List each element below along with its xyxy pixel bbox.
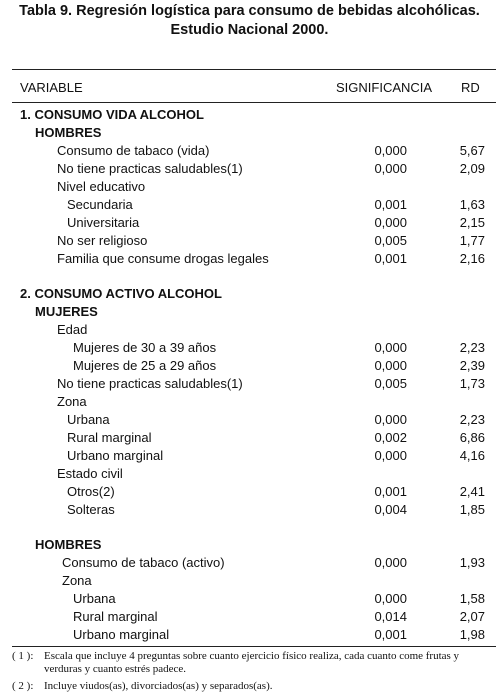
rd-value: 1,93 <box>459 555 485 570</box>
significancia-value: 0,000 <box>374 555 407 570</box>
column-header-variable: VARIABLE <box>20 80 83 95</box>
variable-label: No tiene practicas saludables(1) <box>57 161 243 176</box>
variable-label: Rural marginal <box>67 430 152 445</box>
column-header-rd: RD <box>461 80 480 95</box>
significancia-value: 0,000 <box>374 591 407 606</box>
variable-label: Otros(2) <box>67 484 115 499</box>
rd-value: 1,98 <box>459 627 485 642</box>
subgroup-label: Zona <box>57 394 87 409</box>
variable-label: Urbana <box>73 591 116 606</box>
rd-value: 2,09 <box>459 161 485 176</box>
footnote-1 <box>12 650 496 676</box>
significancia-value: 0,000 <box>374 143 407 158</box>
rd-value: 1,73 <box>459 376 485 391</box>
variable-label: No tiene practicas saludables(1) <box>57 376 243 391</box>
rd-value: 2,16 <box>459 251 485 266</box>
subgroup-label: Edad <box>57 322 88 337</box>
rd-value: 1,77 <box>459 233 485 248</box>
header-top-rule <box>12 69 496 70</box>
variable-label: Urbana <box>67 412 110 427</box>
column-header-significancia: SIGNIFICANCIA <box>336 80 433 95</box>
header-bottom-rule <box>12 102 496 103</box>
rd-value: 1,63 <box>459 197 485 212</box>
rd-value: 2,15 <box>459 215 485 230</box>
significancia-value: 0,000 <box>374 448 407 463</box>
variable-label: Urbano marginal <box>73 627 170 642</box>
table-bottom-rule <box>12 646 496 647</box>
significancia-value: 0,001 <box>374 627 407 642</box>
footnote-text: Escala que incluye 4 preguntas sobre cuanto ejercicio físico realiza, cada cuanto come frutas y verduras y cuanto estrés padece. <box>44 650 460 675</box>
variable-label: Consumo de tabaco (vida) <box>57 143 210 158</box>
group-heading: MUJERES <box>35 304 98 319</box>
significancia-value: 0,000 <box>374 340 407 355</box>
rd-value: 2,41 <box>459 484 485 499</box>
rd-value: 2,39 <box>459 358 485 373</box>
section-heading: 1. CONSUMO VIDA ALCOHOL <box>20 107 204 122</box>
variable-label: Familia que consume drogas legales <box>57 251 269 266</box>
significancia-value: 0,005 <box>374 233 407 248</box>
significancia-value: 0,001 <box>374 251 407 266</box>
footnote-text: Incluye viudos(as), divorciados(as) y separados(as). <box>44 680 273 692</box>
rd-value: 2,07 <box>459 609 485 624</box>
footnote-key: ( 2 ): <box>12 680 34 692</box>
significancia-value: 0,000 <box>374 412 407 427</box>
group-heading: HOMBRES <box>35 537 102 552</box>
significancia-value: 0,005 <box>374 376 407 391</box>
variable-label: Secundaria <box>67 197 133 212</box>
variable-label: Consumo de tabaco (activo) <box>62 555 225 570</box>
rd-value: 1,58 <box>459 591 485 606</box>
group-heading: HOMBRES <box>35 125 102 140</box>
significancia-value: 0,002 <box>374 430 407 445</box>
subgroup-label: Zona <box>62 573 92 588</box>
significancia-value: 0,014 <box>374 609 407 624</box>
variable-label: Rural marginal <box>73 609 158 624</box>
significancia-value: 0,000 <box>374 161 407 176</box>
significancia-value: 0,000 <box>374 215 407 230</box>
rd-value: 6,86 <box>459 430 485 445</box>
significancia-value: 0,000 <box>374 358 407 373</box>
rd-value: 4,16 <box>459 448 485 463</box>
table-title: Tabla 9. Regresión logística para consumo de bebidas alcohólicas. <box>19 3 480 19</box>
variable-label: Mujeres de 30 a 39 años <box>73 340 217 355</box>
variable-label: Mujeres de 25 a 29 años <box>73 358 217 373</box>
footnote-key: ( 1 ): <box>12 650 34 662</box>
significancia-value: 0,004 <box>374 502 407 517</box>
variable-label: Solteras <box>67 502 115 517</box>
rd-value: 5,67 <box>459 143 485 158</box>
variable-label: No ser religioso <box>57 233 148 248</box>
variable-label: Urbano marginal <box>67 448 164 463</box>
significancia-value: 0,001 <box>374 484 407 499</box>
rd-value: 2,23 <box>459 340 485 355</box>
table-subtitle: Estudio Nacional 2000. <box>170 22 329 38</box>
rd-value: 2,23 <box>459 412 485 427</box>
variable-label: Universitaria <box>67 215 140 230</box>
subgroup-label: Estado civil <box>57 466 123 481</box>
footnote-2 <box>12 680 496 693</box>
rd-value: 1,85 <box>459 502 485 517</box>
significancia-value: 0,001 <box>374 197 407 212</box>
section-heading: 2. CONSUMO ACTIVO ALCOHOL <box>20 286 222 301</box>
subgroup-label: Nivel educativo <box>57 179 146 194</box>
